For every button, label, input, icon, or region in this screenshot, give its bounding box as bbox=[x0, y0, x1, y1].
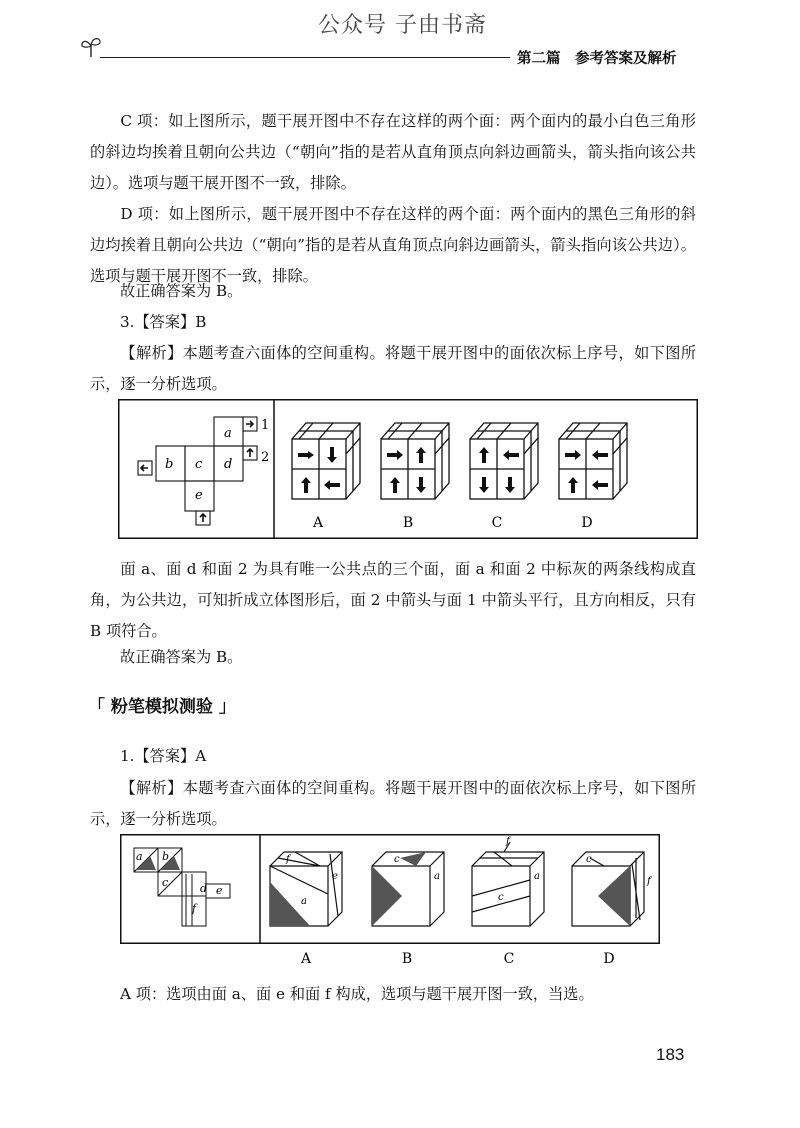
net2-label-d: d bbox=[200, 882, 208, 895]
option-d-paragraph: D 项：如上图所示，题干展开图中不存在这样的两个面：两个面内的黑色三角形的斜边均挨着且朝向公共边（“朝向”指的是若从直角顶点向斜边画箭头，箭头指向该公共边）。选项与题干展开图不一致，排除。 bbox=[90, 205, 696, 285]
net-label-a: a bbox=[224, 426, 232, 441]
cube-a-label-a: a bbox=[301, 896, 307, 907]
handwritten-note: 公众号 子由书斋 bbox=[318, 13, 487, 38]
option2-label-c: C bbox=[503, 951, 515, 967]
net-label-e: e bbox=[195, 488, 203, 503]
option-a-text: A 项：选项由面 a、面 e 和面 f 构成，选项与题干展开图一致，当选。 bbox=[120, 985, 594, 1003]
cube-b-label-c: c bbox=[394, 854, 400, 865]
q3-answer: 3.【答案】B bbox=[120, 313, 207, 331]
header-rule bbox=[100, 57, 510, 58]
q3-analysis: 【解析】本题考查六面体的空间重构。将题干展开图中的面依次标上序号，如下图所示，逐一分析选项。 bbox=[90, 344, 696, 393]
cube-b-label-a: a bbox=[434, 871, 440, 882]
option-cube-b bbox=[381, 423, 449, 499]
net2-label-b: b bbox=[162, 850, 170, 863]
net2-label-e: e bbox=[216, 884, 223, 897]
option2-label-a: A bbox=[300, 951, 312, 967]
option-label-a: A bbox=[312, 515, 324, 531]
option-label-c: C bbox=[491, 515, 503, 531]
page-number: 183 bbox=[656, 1045, 685, 1064]
net2-label-f: f bbox=[192, 902, 197, 915]
q3-explanation: 面 a、面 d 和面 2 为具有唯一公共点的三个面，面 a 和面 2 中标灰的两条线构成直角，为公共边，可知折成立体图形后，面 2 中箭头与面 1 中箭头平行，且方向相反，只有 B 项符合。 bbox=[90, 560, 696, 640]
net2-label-c: c bbox=[162, 876, 169, 889]
chapter-header: 第二篇 参考答案及解析 bbox=[517, 51, 677, 67]
conclusion-2: 故正确答案为 B。 bbox=[120, 648, 243, 666]
option-label-d: D bbox=[581, 515, 593, 531]
figure-2 bbox=[120, 834, 660, 944]
cube-c-label-f: f bbox=[506, 836, 510, 847]
net-label-2: 2 bbox=[261, 450, 270, 465]
net-label-d: d bbox=[224, 457, 233, 472]
cube-a-label-e: e bbox=[332, 871, 338, 882]
option2-cube-c bbox=[472, 842, 544, 926]
figure-2-option-labels bbox=[120, 946, 660, 970]
option-label-b: B bbox=[402, 515, 414, 531]
q1-answer: 1.【答案】A bbox=[120, 747, 207, 765]
sprout-icon bbox=[78, 33, 104, 59]
cube-d-label-c: c bbox=[586, 854, 592, 865]
cube-c-label-a: a bbox=[534, 871, 540, 882]
option-cube-a bbox=[292, 423, 360, 499]
option2-label-b: B bbox=[401, 951, 413, 967]
q1-analysis: 【解析】本题考查六面体的空间重构。将题干展开图中的面依次标上序号，如下图所示，逐一分析选项。 bbox=[90, 779, 696, 828]
cube-d-label-f: f bbox=[647, 876, 651, 887]
cube-a-label-f: f bbox=[286, 854, 290, 865]
figure-1 bbox=[118, 399, 698, 539]
conclusion-1: 故正确答案为 B。 bbox=[120, 282, 243, 300]
net-label-c: c bbox=[195, 457, 203, 472]
cube-c-label-c: c bbox=[498, 892, 504, 903]
option-c-paragraph: C 项：如上图所示，题干展开图中不存在这样的两个面：两个面内的最小白色三角形的斜边均挨着且朝向公共边（“朝向”指的是若从直角顶点向斜边画箭头，箭头指向该公共边）。选项与题干展开图不一致，排除。 bbox=[90, 112, 696, 192]
net-label-1: 1 bbox=[261, 418, 270, 433]
option-cube-d bbox=[559, 423, 627, 499]
section-title: 「 粉笔模拟测验 」 bbox=[88, 697, 236, 717]
net-label-b: b bbox=[165, 457, 174, 472]
net2-label-a: a bbox=[136, 850, 143, 863]
option2-label-d: D bbox=[603, 951, 615, 967]
